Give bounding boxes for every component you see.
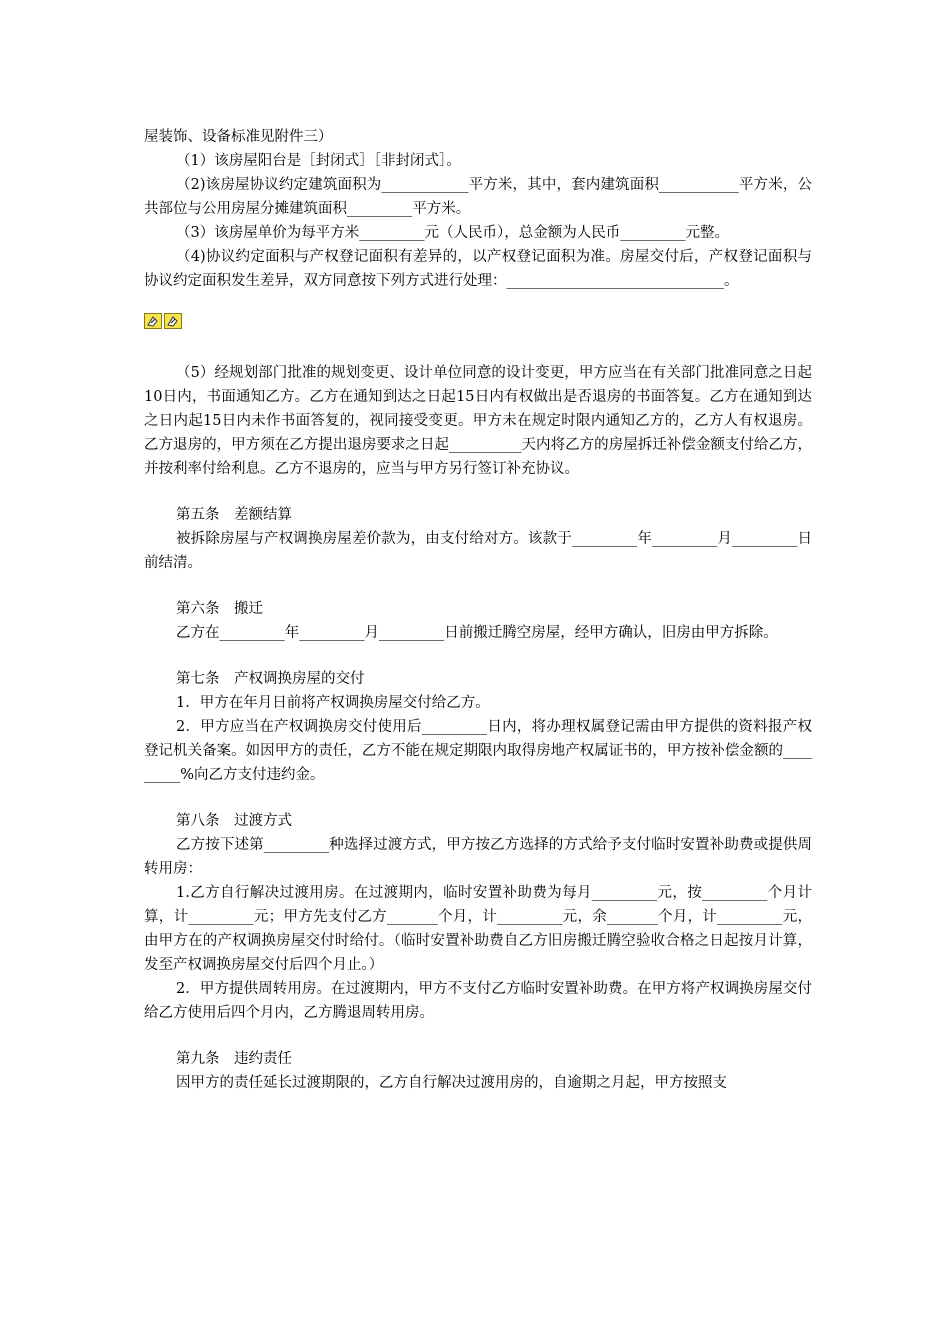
- document-page: [144, 125, 812, 1095]
- paragraph-continuation: 屋装饰、设备标准见附件三）: [144, 129, 333, 145]
- clause-item-1: （1）该房屋阳台是［封闭式］［非封闭式］。: [176, 153, 461, 169]
- article-8-item-1: 1.乙方自行解决过渡用房。在过渡期内，临时安置补助费为每月_________元，按_________个月计算，计_________元；甲方先支付乙方_______个月，计_________元，余_______个月，计_________元，由甲方在的产权调换房屋交付时给付。（临时安置补助费自乙方旧房搬迁腾空验收合格之日起按月计算，发至产权调换房屋交付后四个月止。）: [144, 885, 812, 973]
- article-6-title: 第六条 搬迁: [176, 601, 263, 617]
- article-8-title: 第八条 过渡方式: [176, 813, 292, 829]
- linked-object-icon[interactable]: [164, 313, 182, 329]
- clause-item-2: （2)该房屋协议约定建筑面积为____________平方米，其中，套内建筑面积___________平方米，公共部位与公用房屋分摊建筑面积_________平方米。: [144, 177, 812, 217]
- article-8-body: 乙方按下述第_________种选择过渡方式，甲方按乙方选择的方式给予支付临时安置补助费或提供周转用房：: [144, 837, 812, 877]
- article-9-title: 第九条 违约责任: [176, 1051, 292, 1067]
- clause-item-4: （4)协议约定面积与产权登记面积有差异的，以产权登记面积为准。房屋交付后，产权登记面积与协议约定面积发生差异，双方同意按下列方式进行处理：______________________________。: [144, 249, 812, 289]
- article-9-body: 因甲方的责任延长过渡期限的，乙方自行解决过渡用房的，自逾期之月起，甲方按照支: [176, 1075, 727, 1091]
- article-6-body: 乙方在_________年_________月_________日前搬迁腾空房屋，经甲方确认，旧房由甲方拆除。: [176, 625, 778, 641]
- article-5-title: 第五条 差额结算: [176, 507, 292, 523]
- clause-item-5: （5）经规划部门批准的规划变更、设计单位同意的设计变更，甲方应当在有关部门批准同意之日起10日内，书面通知乙方。乙方在通知到达之日起15日内有权做出是否退房的书面答复。乙方在通知到达之日内起15日内未作书面答复的，视同接受变更。甲方未在规定时限内通知乙方的，乙方人有权退房。乙方退房的，甲方须在乙方提出退房要求之日起__________天内将乙方的房屋拆迁补偿金额支付给乙方，并按利率付给利息。乙方不退房的，应当与甲方另行签订补充协议。: [144, 365, 812, 477]
- linked-object-icon[interactable]: [144, 313, 162, 329]
- article-5-body: 被拆除房屋与产权调换房屋差价款为，由支付给对方。该款于_________年_________月_________日前结清。: [144, 531, 812, 571]
- clause-item-3: （3）该房屋单价为每平方米_________元（人民币），总金额为人民币_________元整。: [176, 225, 729, 241]
- article-7-title: 第七条 产权调换房屋的交付: [176, 671, 365, 687]
- article-8-item-2: 2．甲方提供周转用房。在过渡期内，甲方不支付乙方临时安置补助费。在甲方将产权调换房屋交付给乙方使用后四个月内，乙方腾退周转用房。: [144, 981, 812, 1021]
- article-7-item-1: 1．甲方在年月日前将产权调换房屋交付给乙方。: [176, 695, 490, 711]
- embedded-object-icons: [144, 313, 812, 331]
- article-7-item-2: 2．甲方应当在产权调换房交付使用后_________日内，将办理权属登记需由甲方提供的资料报产权登记机关备案。如因甲方的责任，乙方不能在规定期限内取得房地产权属证书的，甲方按补偿金额的_________%向乙方支付违约金。: [144, 719, 812, 783]
